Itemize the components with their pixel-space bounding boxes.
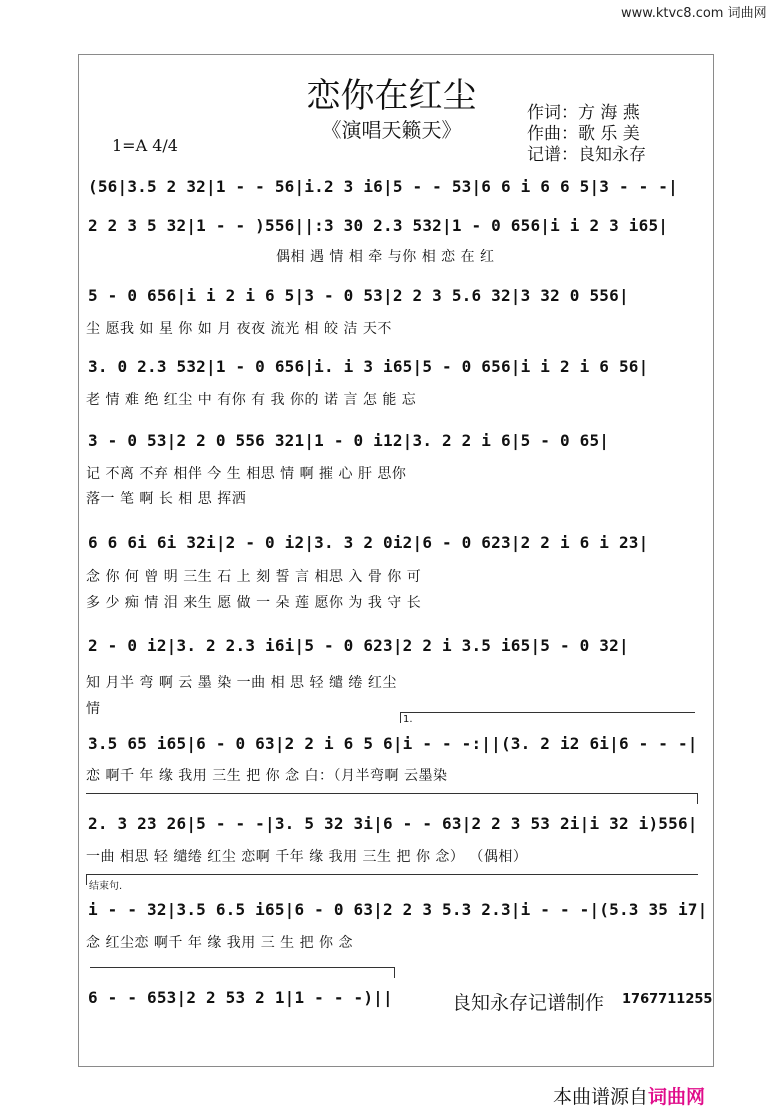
score-line-9: 2. 3 23 26|5 - - -|3. 5 32 3i|6 - - 63|2 2 3 53 2i|i 32 i)556| xyxy=(88,814,698,833)
song-title: 恋你在红尘 xyxy=(306,76,477,116)
final-bracket xyxy=(90,967,395,968)
lyricist-credit: 作词：方 海 燕 xyxy=(527,103,640,123)
score-line-11: 6 - - 653|2 2 53 2 1|1 - - -)|| xyxy=(88,988,393,1007)
interlude-bracket xyxy=(86,793,698,794)
lyric-line-8: 恋 啊千 年 缘 我用 三生 把 你 念 白：（月半弯啊 云墨染 xyxy=(86,768,448,784)
phone-number: 1767711255 xyxy=(622,992,713,1007)
key-signature: 1=A 4/4 xyxy=(112,136,178,155)
site-url[interactable]: www.ktvc8.com 词曲网 xyxy=(621,6,767,21)
ending-label: 结束句. xyxy=(89,881,123,892)
ending-bracket xyxy=(86,874,698,875)
score-line-7: 2 - 0 i2|3. 2 2.3 i6i|5 - 0 623|2 2 i 3.5 i65|5 - 0 32| xyxy=(88,636,629,655)
first-ending-label: 1. xyxy=(403,714,413,725)
song-subtitle: 《演唱天籁天》 xyxy=(321,118,462,142)
footer-site-name[interactable]: 词曲网 xyxy=(648,1086,706,1108)
score-line-10: i - - 32|3.5 6.5 i65|6 - 0 63|2 2 3 5.3 2.3|i - - -|(5.3 35 i7| xyxy=(88,900,708,919)
lyric-line-7b: 情 xyxy=(86,701,101,717)
lyric-line-2: 偶相 遇 情 相 牵 与你 相 恋 在 红 xyxy=(276,249,495,265)
first-ending-bracket xyxy=(400,712,695,713)
lyric-line-5b: 落一 笔 啊 长 相 思 挥洒 xyxy=(86,491,247,507)
score-line-6: 6 6 6i 6i 32i|2 - 0 i2|3. 3 2 0i2|6 - 0 623|2 2 i 6 i 23| xyxy=(88,533,649,552)
lyric-line-6a: 念 你 何 曾 明 三生 石 上 刻 誓 言 相思 入 骨 你 可 xyxy=(86,569,422,585)
lyric-line-3: 尘 愿我 如 星 你 如 月 夜夜 流光 相 皎 洁 天不 xyxy=(86,321,392,337)
score-line-5: 3 - 0 53|2 2 0 556 321|1 - 0 i12|3. 2 2 i 6|5 - 0 65| xyxy=(88,431,610,450)
composer-credit: 作曲：歌 乐 美 xyxy=(527,124,640,144)
transcriber-credit: 记谱：良知永存 xyxy=(527,145,646,165)
footer-source[interactable] xyxy=(553,1082,705,1109)
lyric-line-4: 老 情 难 绝 红尘 中 有你 有 我 你的 诺 言 怎 能 忘 xyxy=(86,392,417,408)
score-line-3: 5 - 0 656|i i 2 i 6 5|3 - 0 53|2 2 3 5.6 32|3 32 0 556| xyxy=(88,286,629,305)
score-line-8: 3.5 65 i65|6 - 0 63|2 2 i 6 5 6|i - - -:||(3. 2 i2 6i|6 - - -| xyxy=(88,734,698,753)
lyric-line-9: 一曲 相思 轻 缱绻 红尘 恋啊 千年 缘 我用 三生 把 你 念） （偶相） xyxy=(86,849,528,865)
lyric-line-10: 念 红尘恋 啊千 年 缘 我用 三 生 把 你 念 xyxy=(86,935,354,951)
score-line-1: (56|3.5 2 32|1 - - 56|i.2 3 i6|5 - - 53|6 6 i 6 6 5|3 - - -| xyxy=(88,177,678,196)
score-line-2: 2 2 3 5 32|1 - - )556||:3 30 2.3 532|1 - 0 656|i i 2 3 i65| xyxy=(88,216,669,235)
score-line-4: 3. 0 2.3 532|1 - 0 656|i. i 3 i65|5 - 0 656|i i 2 i 6 56| xyxy=(88,357,649,376)
lyric-line-6b: 多 少 痴 情 泪 来生 愿 做 一 朵 莲 愿你 为 我 守 长 xyxy=(86,595,422,611)
lyric-line-7a: 知 月半 弯 啊 云 墨 染 一曲 相 思 轻 缱 绻 红尘 xyxy=(86,675,397,691)
lyric-line-5a: 记 不离 不弃 相伴 今 生 相思 情 啊 摧 心 肝 思你 xyxy=(86,466,407,482)
footer-source-label: 本曲谱源自 xyxy=(553,1086,649,1108)
transcriber-note: 良知永存记谱制作 xyxy=(452,992,605,1014)
